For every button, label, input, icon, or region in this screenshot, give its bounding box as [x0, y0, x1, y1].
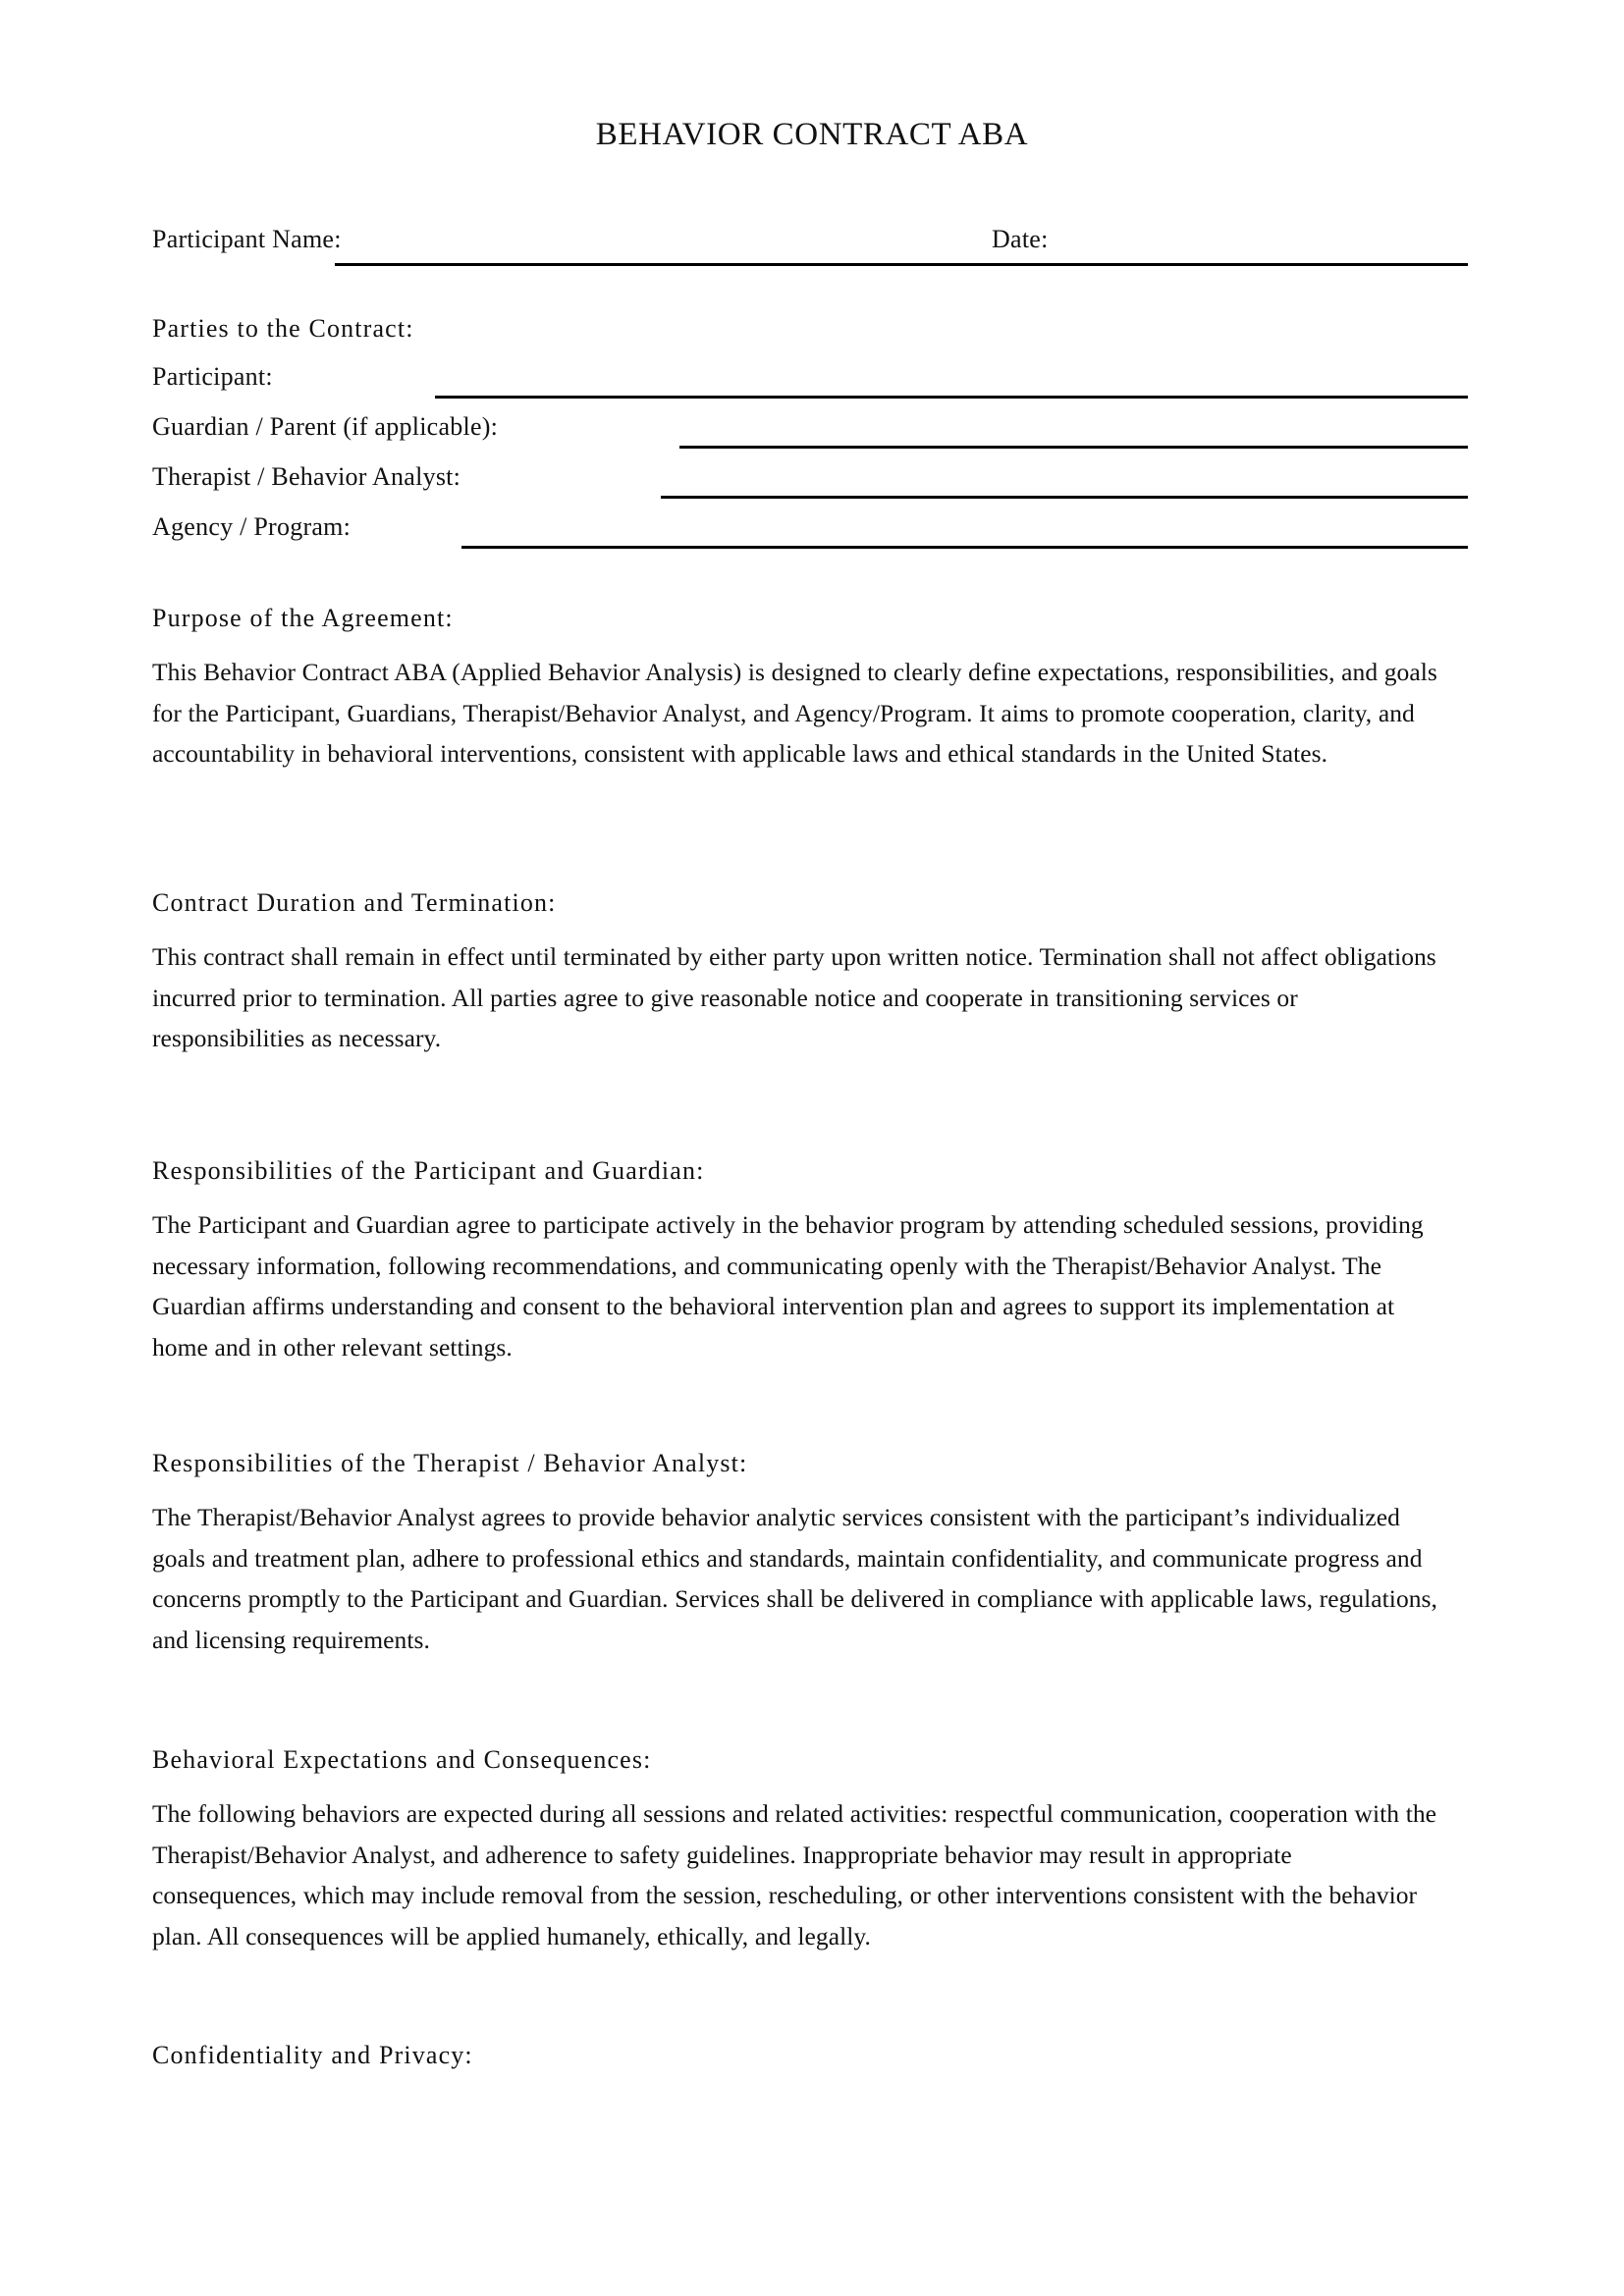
section-body-therapist-responsibilities: The Therapist/Behavior Analyst agrees to provide behavior analytic services consistent with the participant’s individualized goals and treatment plan, adhere to professional ethics and standards, maintain confidentiality, and communicate progress and concerns promptly to the Participant and Guardian. Services shall be delivered in compliance with applicable laws, regulations, and licensing requirements.: [152, 1503, 1437, 1654]
section-body-behavioral-expectations: The following behaviors are expected during all sessions and related activities: respectful communication, cooperation with the Therapist/Behavior Analyst, and adherence to safety guidelines. Inappropriate behavior may result in appropriate consequences, which may include removal from the session, rescheduling, or other interventions consistent with the behavior plan. All consequences will be applied humanely, ethically, and legally.: [152, 1799, 1437, 1950]
section-body-duration: This contract shall remain in effect until terminated by either party upon written notice. Termination shall not affect obligations incurred prior to termination. All parties agree to give reasonable notice and cooperate in transitioning services or responsibilities as necessary.: [152, 942, 1436, 1052]
parties-heading: Parties to the Contract:: [152, 314, 414, 343]
section-body-purpose: This Behavior Contract ABA (Applied Behavior Analysis) is designed to clearly define expectations, responsibilities, and goals for the Participant, Guardians, Therapist/Behavior Analyst, and Agency/Program. It aims to promote cooperation, clarity, and accountability in behavioral interventions, consistent with applicable laws and ethical standards in the United States.: [152, 658, 1437, 768]
party-label-participant: Participant:: [152, 362, 273, 391]
section-heading-duration: Contract Duration and Termination:: [152, 888, 557, 917]
participant-name-date-input-line[interactable]: [335, 263, 1468, 266]
section-heading-therapist-responsibilities: Responsibilities of the Therapist / Behavior Analyst:: [152, 1449, 748, 1477]
party-label-therapist: Therapist / Behavior Analyst:: [152, 462, 461, 491]
party-input-line-participant[interactable]: [435, 396, 1468, 399]
participant-name-label: Participant Name:: [152, 225, 342, 253]
party-label-agency: Agency / Program:: [152, 512, 352, 541]
section-heading-participant-responsibilities: Responsibilities of the Participant and Guardian:: [152, 1156, 705, 1185]
page-title: BEHAVIOR CONTRACT ABA: [595, 117, 1029, 152]
party-input-line-guardian[interactable]: [679, 446, 1468, 449]
section-body-participant-responsibilities: The Participant and Guardian agree to participate actively in the behavior program by attending scheduled sessions, providing necessary information, following recommendations, and communicating openly with the Therapist/Behavior Analyst. The Guardian affirms understanding and consent to the behavioral intervention plan and agrees to support its implementation at home and in other relevant settings.: [152, 1210, 1424, 1362]
party-input-line-therapist[interactable]: [661, 496, 1468, 499]
date-label: Date:: [992, 225, 1049, 253]
section-heading-behavioral-expectations: Behavioral Expectations and Consequences:: [152, 1745, 652, 1774]
section-heading-confidentiality: Confidentiality and Privacy:: [152, 2041, 473, 2069]
party-input-line-agency[interactable]: [461, 546, 1468, 549]
party-label-guardian: Guardian / Parent (if applicable):: [152, 412, 499, 441]
section-heading-purpose: Purpose of the Agreement:: [152, 604, 454, 632]
